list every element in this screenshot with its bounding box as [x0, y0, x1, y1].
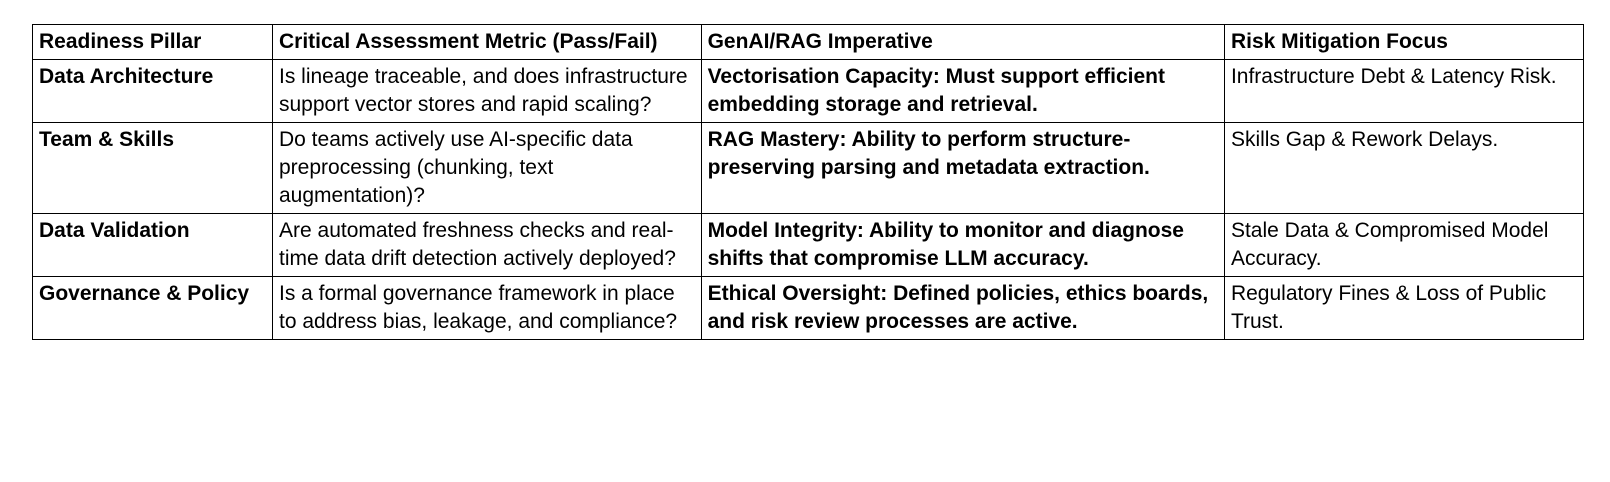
- header-assessment-metric: Critical Assessment Metric (Pass/Fail): [273, 25, 702, 60]
- metric-cell: Is lineage traceable, and does infrastructure support vector stores and rapid scaling?: [273, 60, 702, 123]
- imperative-cell: RAG Mastery: Ability to perform structure-preserving parsing and metadata extraction.: [701, 123, 1224, 214]
- header-readiness-pillar: Readiness Pillar: [33, 25, 273, 60]
- table-row: [33, 60, 1584, 123]
- header-risk-focus: Risk Mitigation Focus: [1224, 25, 1583, 60]
- pillar-cell: Governance & Policy: [33, 277, 273, 340]
- risk-cell: Skills Gap & Rework Delays.: [1224, 123, 1583, 214]
- metric-cell: Do teams actively use AI-specific data preprocessing (chunking, text augmentation)?: [273, 123, 702, 214]
- table-row: [33, 123, 1584, 214]
- risk-cell: Regulatory Fines & Loss of Public Trust.: [1224, 277, 1583, 340]
- metric-cell: Is a formal governance framework in place to address bias, leakage, and compliance?: [273, 277, 702, 340]
- imperative-cell: Ethical Oversight: Defined policies, ethics boards, and risk review processes are active.: [701, 277, 1224, 340]
- table-row: [33, 277, 1584, 340]
- risk-cell: Infrastructure Debt & Latency Risk.: [1224, 60, 1583, 123]
- table-row: [33, 214, 1584, 277]
- pillar-cell: Team & Skills: [33, 123, 273, 214]
- header-genai-imperative: GenAI/RAG Imperative: [701, 25, 1224, 60]
- imperative-cell: Vectorisation Capacity: Must support efficient embedding storage and retrieval.: [701, 60, 1224, 123]
- readiness-table: [32, 24, 1584, 340]
- table-header: [33, 25, 1584, 60]
- pillar-cell: Data Validation: [33, 214, 273, 277]
- risk-cell: Stale Data & Compromised Model Accuracy.: [1224, 214, 1583, 277]
- header-row: [33, 25, 1584, 60]
- metric-cell: Are automated freshness checks and real-time data drift detection actively deployed?: [273, 214, 702, 277]
- imperative-cell: Model Integrity: Ability to monitor and diagnose shifts that compromise LLM accuracy.: [701, 214, 1224, 277]
- pillar-cell: Data Architecture: [33, 60, 273, 123]
- table-body: [33, 60, 1584, 340]
